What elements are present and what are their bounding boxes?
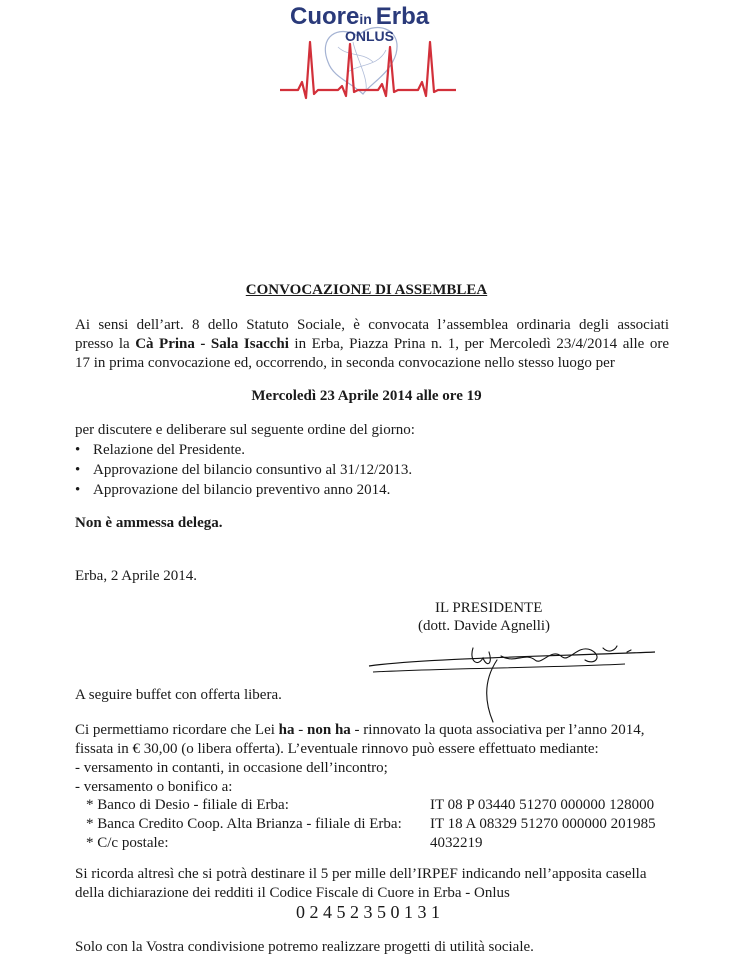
renewal-line-3: - versamento in contanti, in occasione dell’incontro; [75,760,388,776]
tax-line-1: Si ricorda altresì che si potrà destinare il 5 per mille dell’IRPEF indicando nell’apposita casella [75,866,647,882]
bank-label: * C/c postale: [86,835,169,851]
logo-name-part2: Erba [375,3,430,30]
document-title: CONVOCAZIONE DI ASSEMBLEA [245,282,488,298]
president-name: (dott. Davide Agnelli) [418,618,551,634]
agenda-item-text: Approvazione del bilancio preventivo anno 2014. [93,482,391,498]
tax-code: 0 2 4 5 2 3 5 0 1 3 1 [296,902,440,922]
intro-line-1: Ai sensi dell’art. 8 dello Statuto Sociale, è convocata l’assemblea ordinaria degli associati [75,317,669,333]
renewal-line-4: - versamento o bonifico a: [75,779,233,795]
tax-line-2: della dichiarazione dei redditi il Codice Fiscale di Cuore in Erba - Onlus [75,885,510,901]
logo-onlus: ONLUS [345,28,394,44]
president-title: IL PRESIDENTE [435,600,543,616]
intro-line-2-pre: presso la [75,336,136,352]
signature [365,638,665,728]
bank-label: * Banca Credito Coop. Alta Brianza - filiale di Erba: [86,816,402,832]
agenda-item: • Approvazione del bilancio consuntivo al 31/12/2013. [75,462,413,478]
agenda-intro: per discutere e deliberare sul seguente ordine del giorno: [75,422,415,438]
place-date: Erba, 2 Aprile 2014. [75,568,198,584]
intro-line-2 [75,335,669,354]
meeting-venue: Cà Prina - Sala Isacchi [135,336,289,352]
closing-line: Solo con la Vostra condivisione potremo realizzare progetti di utilità sociale. [75,939,534,955]
bank-iban: IT 18 A 08329 51270 000000 201985 [430,816,656,832]
renewal-text: Ci permettiamo ricordare che Lei [75,722,279,738]
renewal-separator: - [294,722,308,738]
renewal-has-not: non ha [307,722,351,738]
bank-label: * Banco di Desio - filiale di Erba: [86,797,289,813]
logo [278,2,458,102]
second-convocation-date: Mercoledì 23 Aprile 2014 alle ore 19 [251,388,482,404]
intro-line-2-post: in Erba, Piazza Prina n. 1, per Mercoledì 23/4/2014 alle ore [288,336,670,352]
agenda-item-text: Approvazione del bilancio consuntivo al 31/12/2013. [93,462,413,478]
agenda-item: • Relazione del Presidente. [75,442,246,458]
intro-line-3: 17 in prima convocazione ed, occorrendo, in seconda convocazione nello stesso luogo per [75,355,615,371]
bank-iban: 4032219 [430,835,483,851]
buffet-notice: A seguire buffet con offerta libera. [75,687,282,703]
renewal-text: - rinnovato la quota associativa per l’anno 2014, [350,722,645,738]
renewal-line-1 [75,721,644,740]
agenda-item: • Approvazione del bilancio preventivo anno 2014. [75,482,391,498]
logo-name-in: in [359,11,372,27]
renewal-has: ha [278,722,295,738]
no-proxy-notice: Non è ammessa delega. [75,515,223,531]
bank-iban: IT 08 P 03440 51270 000000 128000 [430,797,655,813]
renewal-line-2: fissata in € 30,00 (o libera offerta). L’eventuale rinnovo può essere effettuato mediante: [75,741,599,757]
logo-name-part1: Cuore [290,3,360,30]
agenda-item-text: Relazione del Presidente. [93,442,246,458]
